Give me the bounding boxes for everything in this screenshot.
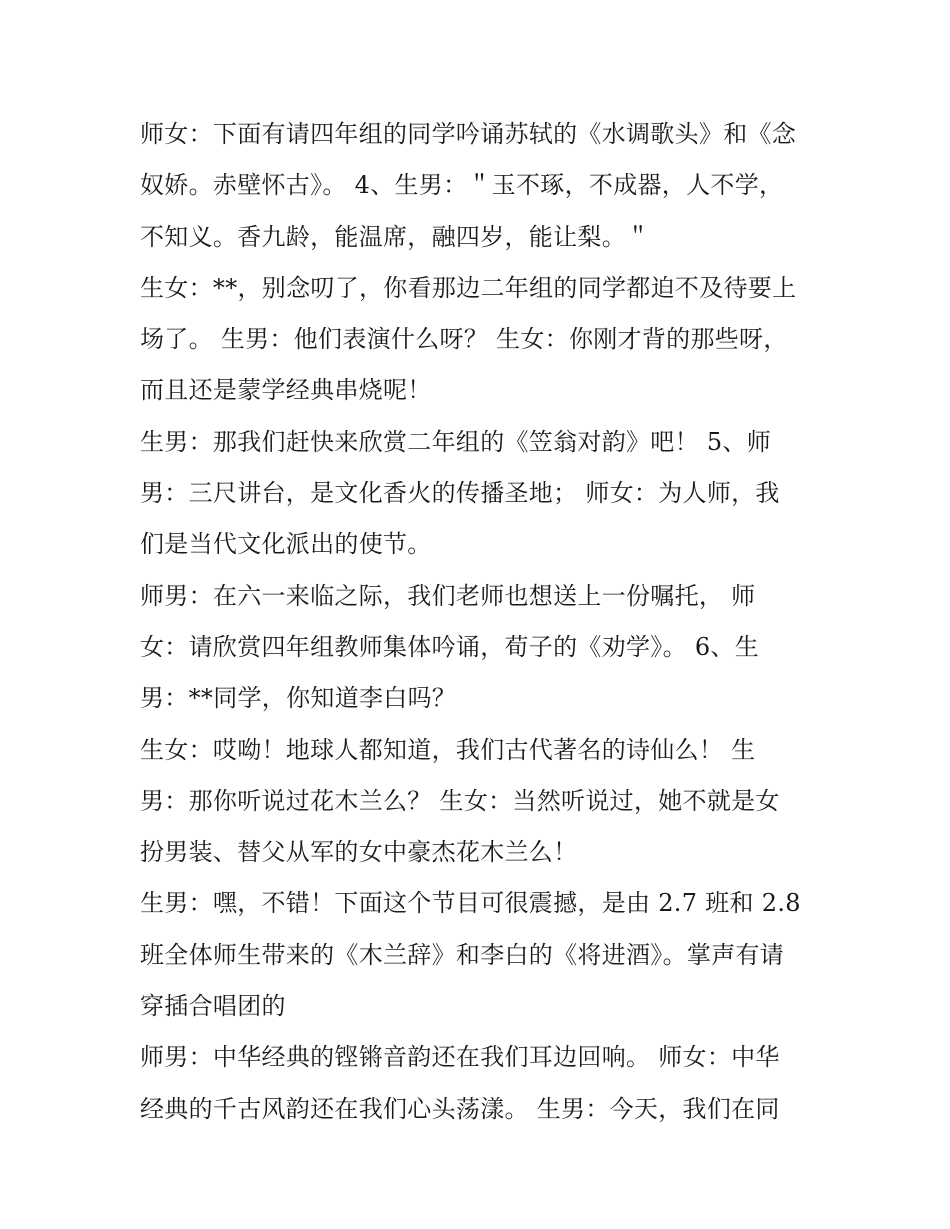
text-line: 们是当代文化派出的使节。 xyxy=(140,530,432,559)
text-line: 女：请欣赏四年组教师集体吟诵，荀子的《劝学》。 6、生 xyxy=(140,632,759,661)
text-line: 师男：中华经典的铿锵音韵还在我们耳边回响。 师女：中华 xyxy=(140,1043,780,1072)
text-line: 男：**同学，你知道李白吗？ xyxy=(140,684,457,713)
text-line: 班全体师生带来的《木兰辞》和李白的《将进酒》。掌声有请 xyxy=(140,940,785,969)
text-line: 师女：下面有请四年组的同学吟诵苏轼的《水调歌头》和《念 xyxy=(140,120,797,148)
text-line: 生男：嘿，不错！下面这个节目可很震撼，是由 2.7 班和 2.8 xyxy=(140,889,801,918)
text-line: 经典的千古风韵还在我们心头荡漾。 生男：今天，我们在同 xyxy=(140,1094,780,1123)
text-line: 奴娇。赤壁怀古》。 4、生男：＂玉不琢，不成器，人不学， xyxy=(140,171,784,200)
script-text-block xyxy=(140,109,820,1135)
text-line: 生男：那我们赶快来欣赏二年组的《笠翁对韵》吧！ 5、师 xyxy=(140,427,771,456)
text-line: 穿插合唱团的 xyxy=(140,992,286,1021)
text-line: 场了。 生男：他们表演什么呀？ 生女：你刚才背的那些呀， xyxy=(140,325,788,354)
text-line: 师男：在六一来临之际，我们老师也想送上一份嘱托， 师 xyxy=(140,581,756,610)
text-line: 扮男装、替父从军的女中豪杰花木兰么！ xyxy=(140,838,578,867)
text-line: 生女：哎呦！地球人都知道，我们古代著名的诗仙么！ 生 xyxy=(140,735,756,764)
text-line: 生女：**，别念叨了，你看那边二年组的同学都迫不及待要上 xyxy=(140,273,797,302)
text-line: 男：三尺讲台，是文化香火的传播圣地； 师女：为人师，我 xyxy=(140,479,780,508)
text-line: 男：那你听说过花木兰么？ 生女：当然听说过，她不就是女 xyxy=(140,786,780,815)
text-line: 不知义。香九龄，能温席，融四岁，能让梨。＂ xyxy=(140,222,651,251)
text-line: 而且还是蒙学经典串烧呢！ xyxy=(140,376,432,405)
